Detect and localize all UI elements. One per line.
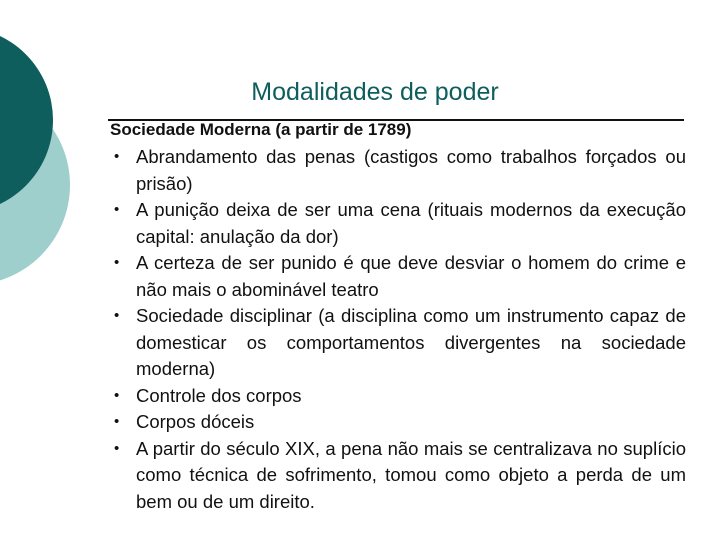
decorative-circles	[0, 0, 120, 300]
bullet-text: Controle dos corpos	[136, 384, 302, 406]
bullet-icon: •	[114, 148, 120, 165]
list-item	[114, 383, 686, 410]
list-item	[114, 197, 686, 250]
list-item	[114, 250, 686, 303]
list-item	[114, 409, 686, 436]
bullet-list	[114, 144, 686, 515]
bullet-text: A certeza de ser punido é que deve desviar o homem do crime e não mais o abominável teatro	[136, 252, 686, 300]
section-subheading: Sociedade Moderna (a partir de 1789)	[110, 120, 412, 139]
bullet-icon: •	[114, 439, 120, 457]
list-item	[114, 436, 686, 516]
bullet-icon: •	[114, 307, 120, 324]
list-item	[114, 144, 686, 197]
bullet-text: Sociedade disciplinar (a disciplina como um instrumento capaz de domesticar os comportamentos divergentes na sociedade moderna)	[136, 305, 686, 379]
bullet-text: Abrandamento das penas (castigos como trabalhos forçados ou prisão)	[136, 146, 686, 194]
bullet-text: A punição deixa de ser uma cena (rituais modernos da execução capital: anulação da dor)	[136, 199, 686, 247]
bullet-icon: •	[114, 413, 120, 430]
bullet-icon: •	[114, 254, 120, 271]
bullet-icon: •	[114, 201, 120, 218]
list-item	[114, 303, 686, 383]
bullet-text: Corpos dóceis	[136, 411, 255, 432]
bullet-icon: •	[114, 386, 120, 404]
bullet-text: A partir do século XIX, a pena não mais se centralizava no suplício como técnica de sofrimento, tomou como objeto a perda de um bem ou de um direito.	[136, 437, 686, 512]
slide-title: Modalidades de poder	[251, 78, 499, 106]
